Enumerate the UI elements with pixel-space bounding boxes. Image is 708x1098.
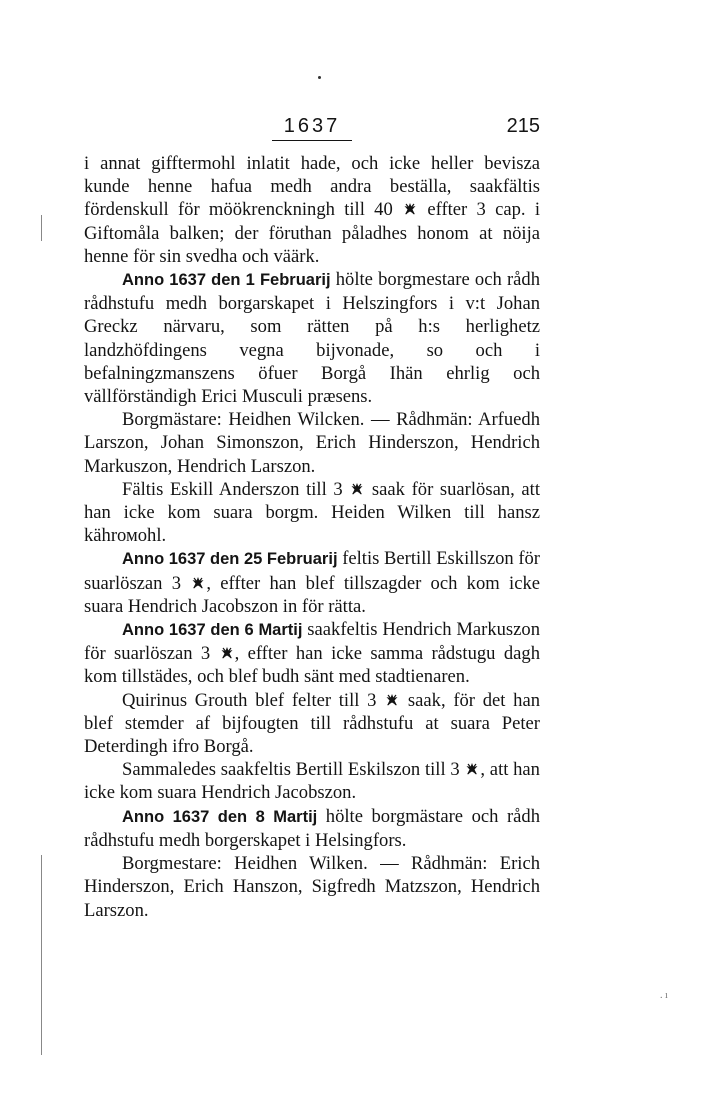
text-run: , effter han blef tillszagder och kom icke suara Hendrich Jacobszon in för rätta. [84,572,540,617]
mark-icon [350,482,364,496]
text-run: hölte borgmestare och rådh rådhstufu medh borgarskapet i Helszingfors i v:t Johan Greckz närvaru, som rätten på h:s herlighetz landzhöfdingens vegna bijvonade, so och i befalningzmanszens öfuer Borgå Ihän ehrlig och vällförständigh Erici Musculi præsens. [84,269,540,408]
paragraph [84,268,540,408]
paragraph [84,689,540,759]
margin-mark-right: . ı [660,990,668,1001]
mark-icon [220,646,234,660]
paragraph [84,852,540,922]
margin-line-top [41,215,42,241]
paragraph [84,618,540,689]
date-heading: Anno 1637 den 1 Februarij [122,271,331,290]
text-run: saakfeltis Hendrich Markuszon för suarlöszan 3 [84,619,540,665]
text-run: feltis Bertill Eskillszon för suarlöszan 3 [84,548,541,594]
text-run: Fältis Eskill Anderszon till 3 [122,478,350,500]
text-run: Quirinus Grouth blef felter till 3 [122,689,385,711]
mark-icon [191,576,205,590]
text-run: effter 3 cap. i Giftomåla balken; der föruthan påladhes honom at nöija henne för sin svedha och väärk. [84,199,541,267]
paragraph [84,408,540,478]
paragraph [84,547,540,618]
text-run: hölte borgmästare och rådh rådhstufu medh borgerskapet i Helsingfors. [84,805,540,851]
text-run: saak för suarlösan, att han icke kom suara borgm. Heiden Wilken till hansz kährомohl. [84,478,540,547]
text-run: i annat gifftermohl inlatit hade, och icke heller bevisza kunde henne hafua medh andra beställa, saakfältis fördenskull för möökrenckningh till 40 [84,153,540,221]
text-run: , att han icke kom suara Hendrich Jacobszon. [84,759,540,804]
date-heading: Anno 1637 den 6 Martij [122,621,303,640]
text-run: Sammaledes saakfeltis Bertill Eskilszon till 3 [122,759,465,781]
paragraph [84,805,540,852]
text-run: Borgmästare: Heidhen Wilcken. — Rådhmän: Arfuedh Larszon, Johan Simonszon, Erich Hinderszon, Hendrich Markuszon, Hendrich Larszon. [84,409,540,477]
margin-line-bottom [41,855,42,1055]
mark-icon [465,762,479,776]
page-number: 215 [506,115,540,137]
text-run: , effter han icke samma rådstugu dagh kom tillstädes, och blef budh sänt med stadtienaren. [84,643,540,688]
body-text [84,152,540,922]
date-heading: Anno 1637 den 25 Februarij [122,550,338,569]
mark-icon [385,693,399,707]
text-run: Borgmestare: Heidhen Wilken. — Rådhmän: Erich Hinderszon, Erich Hanszon, Sigfredh Matzszon, Hendrich Larszon. [84,853,540,921]
page-header [82,115,540,145]
header-year: 1637 [272,115,352,141]
text-run: saak, för det han blef stemder af bijfougten till rådhstufu at suara Peter Deterdingh ifro Borgå. [84,689,541,758]
top-dot [318,76,321,79]
date-heading: Anno 1637 den 8 Martij [122,807,318,826]
paragraph [84,758,540,804]
paragraph [84,152,540,268]
mark-icon [403,202,417,216]
paragraph [84,478,540,548]
